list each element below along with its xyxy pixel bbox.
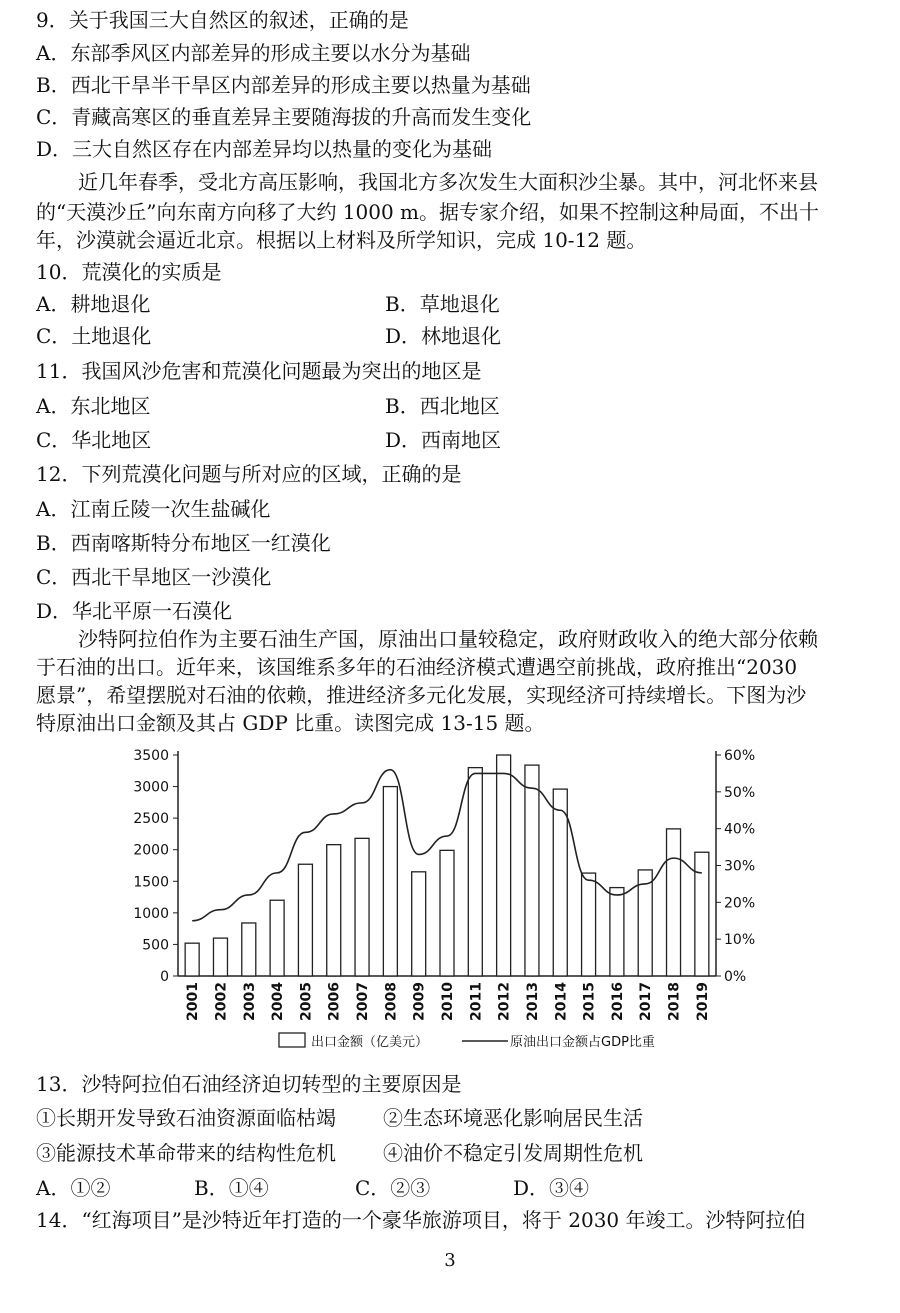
left-tick-label: 3000 <box>133 779 169 796</box>
right-tick-label: 60% <box>724 748 756 764</box>
x-tick-label: 2017 <box>638 982 655 1021</box>
left-tick-label: 0 <box>160 969 169 985</box>
x-tick-label: 2005 <box>298 982 315 1021</box>
x-tick-label: 2013 <box>524 982 541 1021</box>
x-tick-label: 2003 <box>241 982 258 1021</box>
q12-stem: 12．下列荒漠化问题与所对应的区域，正确的是 <box>36 462 462 486</box>
export-bar <box>270 900 284 976</box>
left-tick-label: 3500 <box>133 748 169 764</box>
export-bar <box>383 787 397 976</box>
material2-line2: 于石油的出口。近年来，该国维系多年的石油经济模式遭遇空前挑战，政府推出“2030 <box>36 655 798 679</box>
export-bar <box>525 765 539 976</box>
x-tick-label: 2002 <box>213 982 230 1021</box>
export-bar <box>440 850 454 976</box>
q13-stem: 13．沙特阿拉伯石油经济迫切转型的主要原因是 <box>36 1072 462 1096</box>
export-bar <box>553 789 567 976</box>
q9-stem: 9．关于我国三大自然区的叙述，正确的是 <box>36 8 409 32</box>
export-bar <box>497 755 511 976</box>
x-tick-label: 2004 <box>270 982 287 1021</box>
q13-statement-2: ②生态环境恶化影响居民生活 <box>383 1106 643 1130</box>
left-tick-label: 500 <box>142 937 169 954</box>
q10-option-c: C．土地退化 <box>36 324 152 348</box>
legend-bar-swatch <box>279 1033 305 1047</box>
x-tick-label: 2009 <box>411 982 428 1021</box>
x-tick-label: 2018 <box>666 982 683 1021</box>
right-tick-label: 0% <box>724 969 747 985</box>
export-bar <box>298 864 312 976</box>
left-tick-label: 1500 <box>133 874 169 891</box>
q10-option-d: D．林地退化 <box>385 324 502 348</box>
q12-option-d: D．华北平原一石漠化 <box>36 599 233 623</box>
x-tick-label: 2010 <box>440 982 456 1021</box>
q13-option-c: C．②③ <box>355 1176 431 1200</box>
q13-statement-4: ④油价不稳定引发周期性危机 <box>383 1141 643 1165</box>
material1-line1: 近几年春季，受北方高压影响，我国北方多次发生大面积沙尘暴。其中，河北怀来县 <box>78 170 818 194</box>
export-bar <box>582 873 596 976</box>
q9-option-d: D．三大自然区存在内部差异均以热量的变化为基础 <box>36 137 493 161</box>
x-tick-label: 2008 <box>383 982 400 1021</box>
q13-statement-3: ③能源技术革命带来的结构性危机 <box>36 1141 336 1165</box>
q11-option-a: A．东北地区 <box>36 394 151 418</box>
export-gdp-chart <box>0 740 900 1058</box>
x-tick-label: 2019 <box>694 982 711 1021</box>
material1-line3: 年，沙漠就会逼近北京。根据以上材料及所学知识，完成 10-12 题。 <box>36 228 647 252</box>
material2-line1: 沙特阿拉伯作为主要石油生产国，原油出口量较稳定，政府财政收入的绝大部分依赖 <box>78 627 818 651</box>
q11-option-c: C．华北地区 <box>36 428 152 452</box>
q14-stem: 14．“红海项目”是沙特近年打造的一个豪华旅游项目，将于 2030 年竣工。沙特阿拉伯 <box>36 1208 806 1232</box>
export-bar <box>695 852 709 976</box>
q10-option-b: B．草地退化 <box>385 292 500 316</box>
material2-line4: 特原油出口金额及其占 GDP 比重。读图完成 13-15 题。 <box>36 711 545 735</box>
left-tick-label: 2000 <box>133 842 169 859</box>
right-tick-label: 20% <box>724 895 756 912</box>
export-bar <box>667 829 681 976</box>
export-bar <box>355 838 369 976</box>
x-tick-label: 2001 <box>185 982 202 1021</box>
q12-option-a: A．江南丘陵一次生盐碱化 <box>36 497 271 521</box>
export-bar <box>213 938 227 976</box>
x-tick-label: 2007 <box>355 982 372 1021</box>
q13-statement-1: ①长期开发导致石油资源面临枯竭 <box>36 1106 336 1130</box>
x-tick-label: 2015 <box>581 982 598 1021</box>
export-bar <box>412 872 426 976</box>
right-tick-label: 50% <box>724 784 756 801</box>
q11-stem: 11．我国风沙危害和荒漠化问题最为突出的地区是 <box>36 359 482 383</box>
q9-option-c: C．青藏高寒区的垂直差异主要随海拔的升高而发生变化 <box>36 105 532 129</box>
q13-option-d: D．③④ <box>513 1176 590 1200</box>
x-tick-label: 2006 <box>326 982 343 1021</box>
right-tick-label: 10% <box>724 932 756 949</box>
left-tick-label: 2500 <box>133 811 169 828</box>
q12-option-c: C．西北干旱地区一沙漠化 <box>36 565 272 589</box>
material2-line3: 愿景”，希望摆脱对石油的依赖，推进经济多元化发展，实现经济可持续增长。下图为沙 <box>36 683 807 707</box>
x-tick-label: 2012 <box>496 982 513 1021</box>
q10-stem: 10．荒漠化的实质是 <box>36 260 222 284</box>
x-tick-label: 2016 <box>609 982 626 1021</box>
q9-option-b: B．西北干旱半干旱区内部差异的形成主要以热量为基础 <box>36 73 531 97</box>
q13-option-b: B．①④ <box>194 1176 269 1200</box>
x-tick-label: 2011 <box>468 982 485 1021</box>
q11-option-d: D．西南地区 <box>385 428 502 452</box>
q11-option-b: B．西北地区 <box>385 394 500 418</box>
q9-option-a: A．东部季风区内部差异的形成主要以水分为基础 <box>36 41 471 65</box>
q12-option-b: B．西南喀斯特分布地区一红漠化 <box>36 531 331 555</box>
left-tick-label: 1000 <box>133 905 169 922</box>
export-bar <box>468 768 482 976</box>
legend-bar-label: 出口金额（亿美元） <box>311 1035 429 1050</box>
export-bar <box>610 888 624 976</box>
export-bar <box>185 943 199 976</box>
export-bar <box>638 870 652 976</box>
export-bar <box>327 845 341 976</box>
q13-option-a: A．①② <box>36 1176 111 1200</box>
export-bar <box>242 923 256 976</box>
x-tick-label: 2014 <box>553 982 570 1021</box>
right-tick-label: 30% <box>724 858 756 875</box>
page-number: 3 <box>444 1250 456 1271</box>
right-tick-label: 40% <box>724 821 756 838</box>
material1-line2: 的“天漠沙丘”向东南方向移了大约 1000 m。据专家介绍，如果不控制这种局面，不出十 <box>36 200 820 224</box>
legend-line-label: 原油出口金额占GDP比重 <box>510 1035 655 1050</box>
q10-option-a: A．耕地退化 <box>36 292 151 316</box>
